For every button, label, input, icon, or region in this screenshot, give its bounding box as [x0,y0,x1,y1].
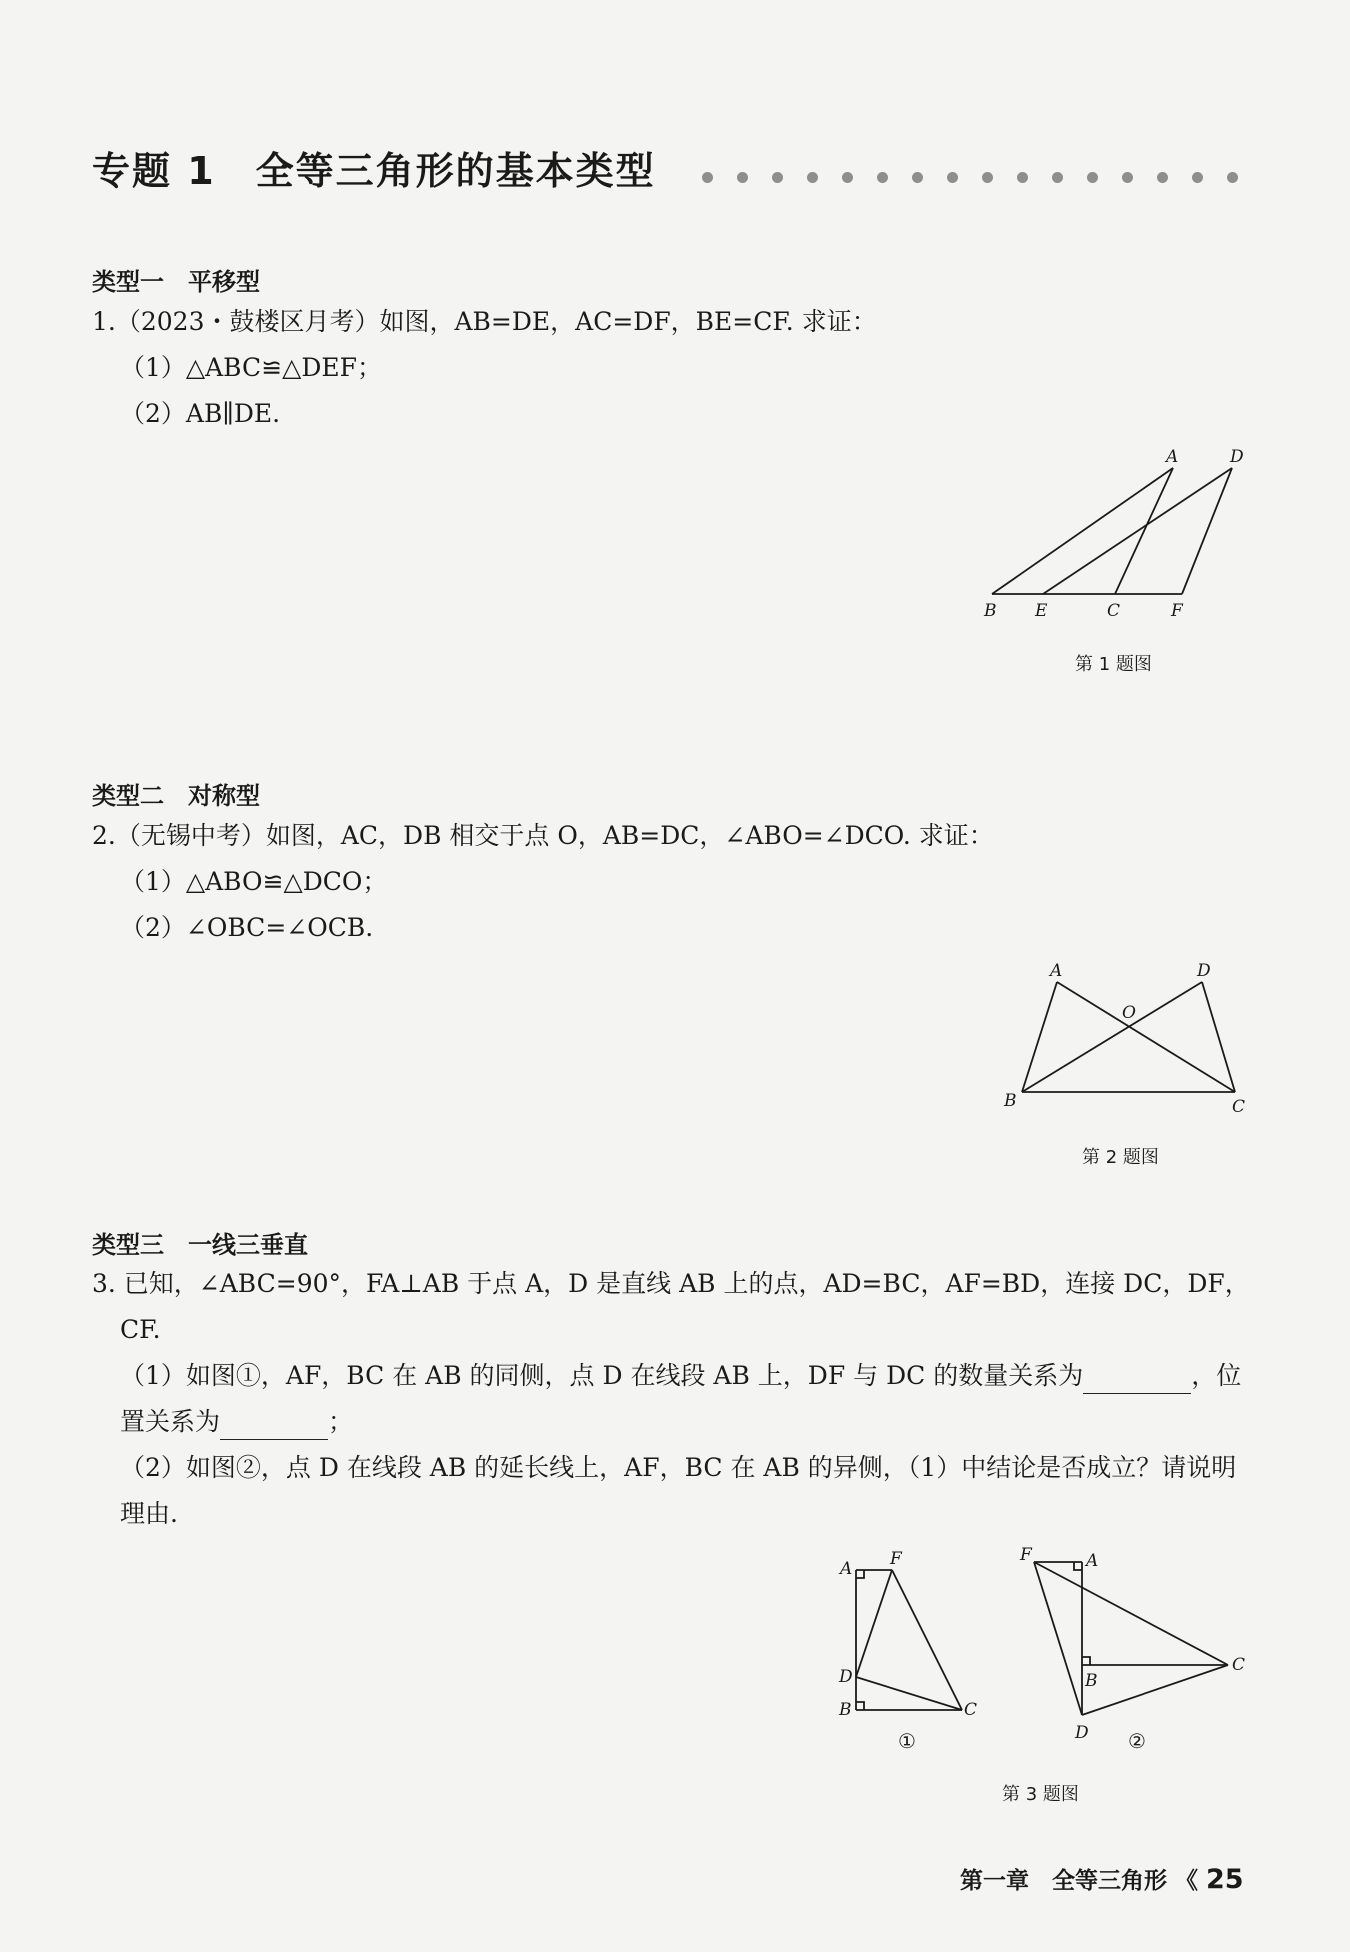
problem-1-part-1: （1）△ABC≌△DEF； [120,353,382,382]
label-D: D [1230,447,1244,467]
figure-2-caption: 第 2 题图 [1082,1147,1159,1168]
label-C: C [964,1700,978,1720]
figure-1-triangles [960,440,1260,630]
label-C: C [1232,1655,1246,1675]
figure-3-1 [820,1540,1000,1760]
label-A: A [840,1559,853,1579]
section-heading-2: 类型二 对称型 [92,782,260,810]
page-number: 25 [1206,1864,1244,1895]
problem-2-part-1: （1）△ABO≌△DCO； [120,867,388,896]
footer-chapter: 第一章 全等三角形 《 [960,1868,1199,1894]
label-B: B [839,1700,852,1720]
label-D: D [839,1667,853,1687]
label-C: C [1107,601,1121,621]
label-D: D [1075,1723,1089,1743]
label-A: A [1050,961,1063,981]
section-heading-1: 类型一 平移型 [92,268,260,296]
problem-1-part-2: （2）AB∥DE. [120,399,281,428]
label-C: C [1232,1097,1246,1117]
label-O: O [1122,1003,1136,1023]
problem-3-statement: 3. 已知，∠ABC=90°，FA⊥AB 于点 A，D 是直线 AB 上的点，AD=BC，AF=BD，连接 DC，DF， [92,1269,1250,1298]
page-footer [960,1862,1244,1895]
label-E: E [1035,601,1048,621]
problem-3-part-2-cont: 理由. [120,1499,178,1528]
label-F: F [1020,1545,1032,1565]
figure-3-2-tag: ② [1128,1729,1146,1753]
problem-3-part-2: （2）如图②，点 D 在线段 AB 的延长线上，AF，BC 在 AB 的异侧，（1）中结论是否成立？请说明 [120,1453,1237,1482]
figure-1-caption: 第 1 题图 [1075,654,1152,675]
problem-2-part-2: （2）∠OBC=∠OCB. [120,913,374,942]
figure-2-triangles [990,950,1260,1130]
problem-3-part-1: （1）如图①，AF，BC 在 AB 的同侧，点 D 在线段 AB 上，DF 与 DC 的数量关系为 ，位 [120,1358,1241,1394]
figure-3-2 [1010,1540,1260,1760]
label-A: A [1086,1551,1099,1571]
problem-2-statement: 2.（无锡中考）如图，AC，DB 相交于点 O，AB=DC，∠ABO=∠DCO. 求证： [92,821,994,850]
label-D: D [1197,961,1211,981]
label-A: A [1166,447,1179,467]
problem-3-statement-cont: CF. [120,1315,161,1344]
answer-blank-quantity[interactable] [1083,1367,1191,1394]
page-title: 专题 1 全等三角形的基本类型 [92,149,656,193]
section-heading-3: 类型三 一线三垂直 [92,1231,308,1259]
label-F: F [1171,601,1183,621]
problem-1-statement: 1.（2023・鼓楼区月考）如图，AB=DE，AC=DF，BE=CF. 求证： [92,307,877,336]
label-B: B [1004,1091,1017,1111]
problem-3-part-1-cont: 置关系为 ； [120,1404,353,1440]
label-B: B [1085,1671,1098,1691]
label-F: F [890,1549,902,1569]
answer-blank-position[interactable] [220,1413,328,1440]
label-B: B [984,601,997,621]
title-dots-decoration [702,168,1262,187]
figure-3-1-tag: ① [898,1729,916,1753]
figure-3-caption: 第 3 题图 [1002,1784,1079,1805]
page-title-row [92,140,1272,200]
